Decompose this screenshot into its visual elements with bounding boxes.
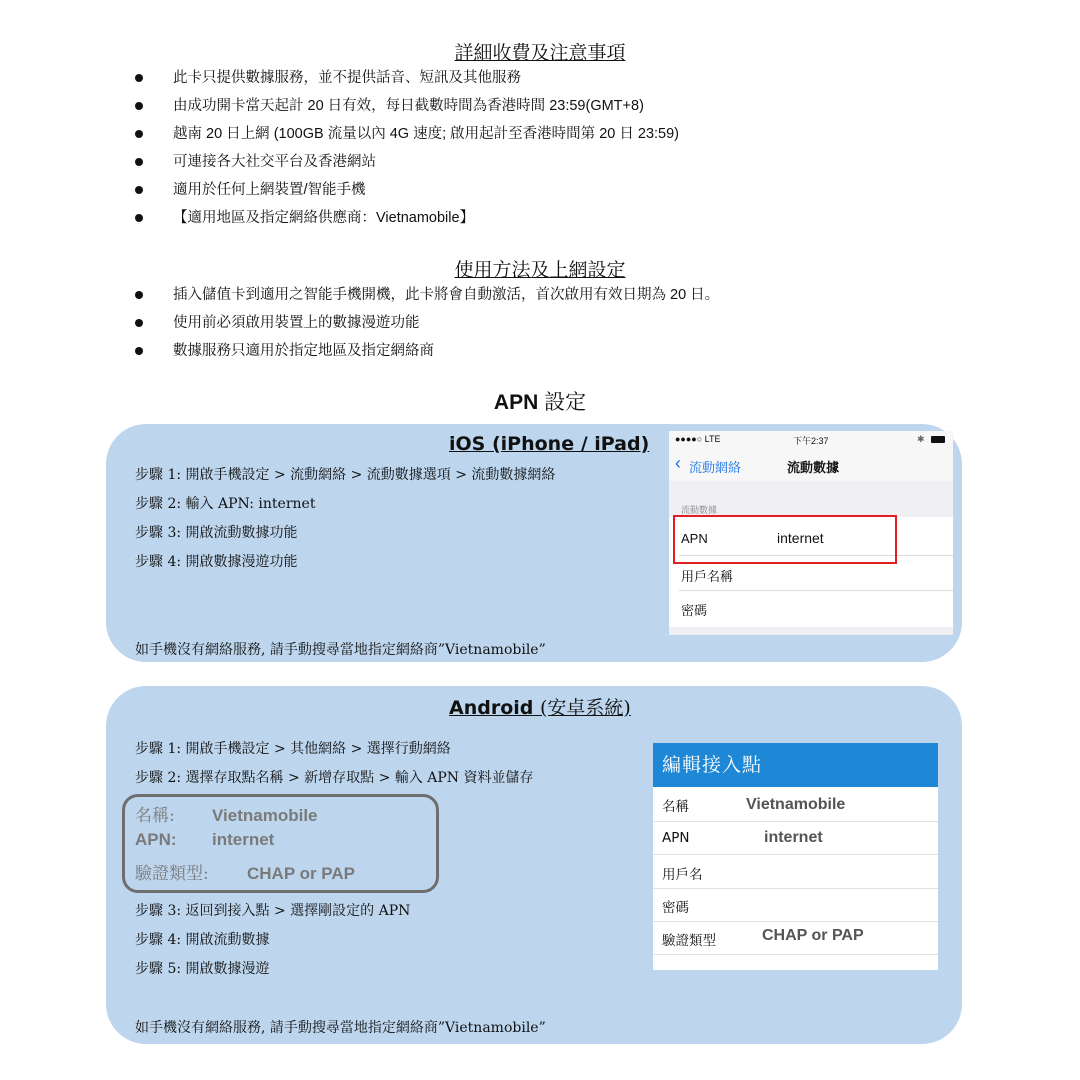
divider [653,888,938,889]
android-step-5: 步驟 5: 開啟數據漫遊 [135,961,270,977]
android-header: 編輯接入點 [653,743,938,787]
android-step-1: 步驟 1: 開啟手機設定 > 其他網絡 > 選擇行動網絡 [135,741,451,757]
row-label: APN [662,830,690,846]
section-label: 流動數據 [681,505,718,515]
auth-type-value[interactable]: CHAP or PAP [762,927,864,944]
fees-list [135,64,679,232]
android-note: 如手機沒有網絡服務, 請手動搜尋當地指定網絡商”Vietnamobile” [135,1020,546,1036]
ios-screenshot [669,431,953,635]
field-auth-type: 驗證類型: CHAP or PAP [135,864,356,884]
bullet-icon [135,291,143,299]
name-value[interactable]: Vietnamobile [746,796,846,813]
footer-gap [669,627,953,635]
list-item: 由成功開卡當天起計 20 日有效，每日截數時間為香港時間 23:59(GMT+8) [135,92,679,120]
bullet-icon [135,347,143,355]
fees-heading: 詳細收費及注意事項 [454,42,626,64]
divider [653,954,938,955]
bullet-icon [135,319,143,327]
divider [653,821,938,822]
password-row[interactable]: 密碼 [662,900,689,916]
screen-title: 流動數據 [787,460,840,475]
ios-note: 如手機沒有網絡服務, 請手動搜尋當地指定網絡商”Vietnamobile” [135,642,546,658]
battery-icon [931,436,945,443]
clock-label: 下午2:37 [793,436,829,446]
list-item: 插入儲值卡到適用之智能手機開機，此卡將會自動激活，首次啟用有效日期為 20 日。 [135,281,719,309]
row-label: 名稱 [662,799,689,815]
apn-title: APN 設定 [493,390,587,414]
apn-field[interactable]: internet [777,530,824,546]
android-step-4: 步驟 4: 開啟流動數據 [135,932,270,948]
bullet-icon [135,102,143,110]
field-apn: APN: internet [135,830,275,849]
back-button[interactable]: 流動網絡 [689,460,742,475]
divider [653,854,938,855]
nav-bar [669,449,953,482]
divider [679,590,953,591]
ios-step-1: 步驟 1: 開啟手機設定 > 流動網絡 > 流動數據選項 > 流動數據網絡 [135,467,556,483]
divider [653,921,938,922]
status-bar [669,431,953,449]
usage-heading: 使用方法及上網設定 [454,259,626,281]
list-item: 適用於任何上網裝置/智能手機 [135,176,679,204]
android-title: Android (安卓系統) [449,697,631,719]
ios-step-4: 步驟 4: 開啟數據漫遊功能 [135,554,298,570]
list-item: 可連接各大社交平台及香港網站 [135,148,679,176]
usage-list [135,281,719,365]
bullet-icon [135,74,143,82]
android-step-2: 步驟 2: 選擇存取點名稱 > 新增存取點 > 輸入 APN 資料並儲存 [135,770,534,786]
password-field[interactable]: 密碼 [681,603,708,618]
ios-title: iOS (iPhone / iPad) [449,433,650,455]
list-item: 【適用地區及指定網絡供應商：Vietnamobile】 [135,204,679,232]
bullet-icon [135,158,143,166]
field-name: 名稱: Vietnamobile [135,806,318,826]
ios-step-2: 步驟 2: 輸入 APN: internet [135,496,316,512]
bluetooth-icon: ✱ [917,434,925,444]
carrier-label: ●●●●○ LTE [675,434,721,444]
username-field[interactable]: 用戶名稱 [681,569,734,584]
apn-highlight-box [673,515,897,564]
list-item: 越南 20 日上網 (100GB 流量以內 4G 速度; 啟用起計至香港時間第 20 日 23:59) [135,120,679,148]
row-label: 驗證類型 [662,933,716,949]
username-row[interactable]: 用戶名 [662,867,703,883]
ios-step-3: 步驟 3: 開啟流動數據功能 [135,525,298,541]
list-item: 使用前必須啟用裝置上的數據漫遊功能 [135,309,719,337]
section-header [669,481,953,517]
android-step-3: 步驟 3: 返回到接入點 > 選擇剛設定的 APN [135,903,411,919]
android-screenshot [653,743,938,970]
back-chevron-icon[interactable]: ‹ [675,453,681,473]
bullet-icon [135,130,143,138]
list-item: 此卡只提供數據服務，並不提供話音、短訊及其他服務 [135,64,679,92]
bullet-icon [135,186,143,194]
apn-label: APN [681,531,708,546]
apn-value[interactable]: internet [764,829,823,846]
list-item: 數據服務只適用於指定地區及指定網絡商 [135,337,719,365]
bullet-icon [135,214,143,222]
